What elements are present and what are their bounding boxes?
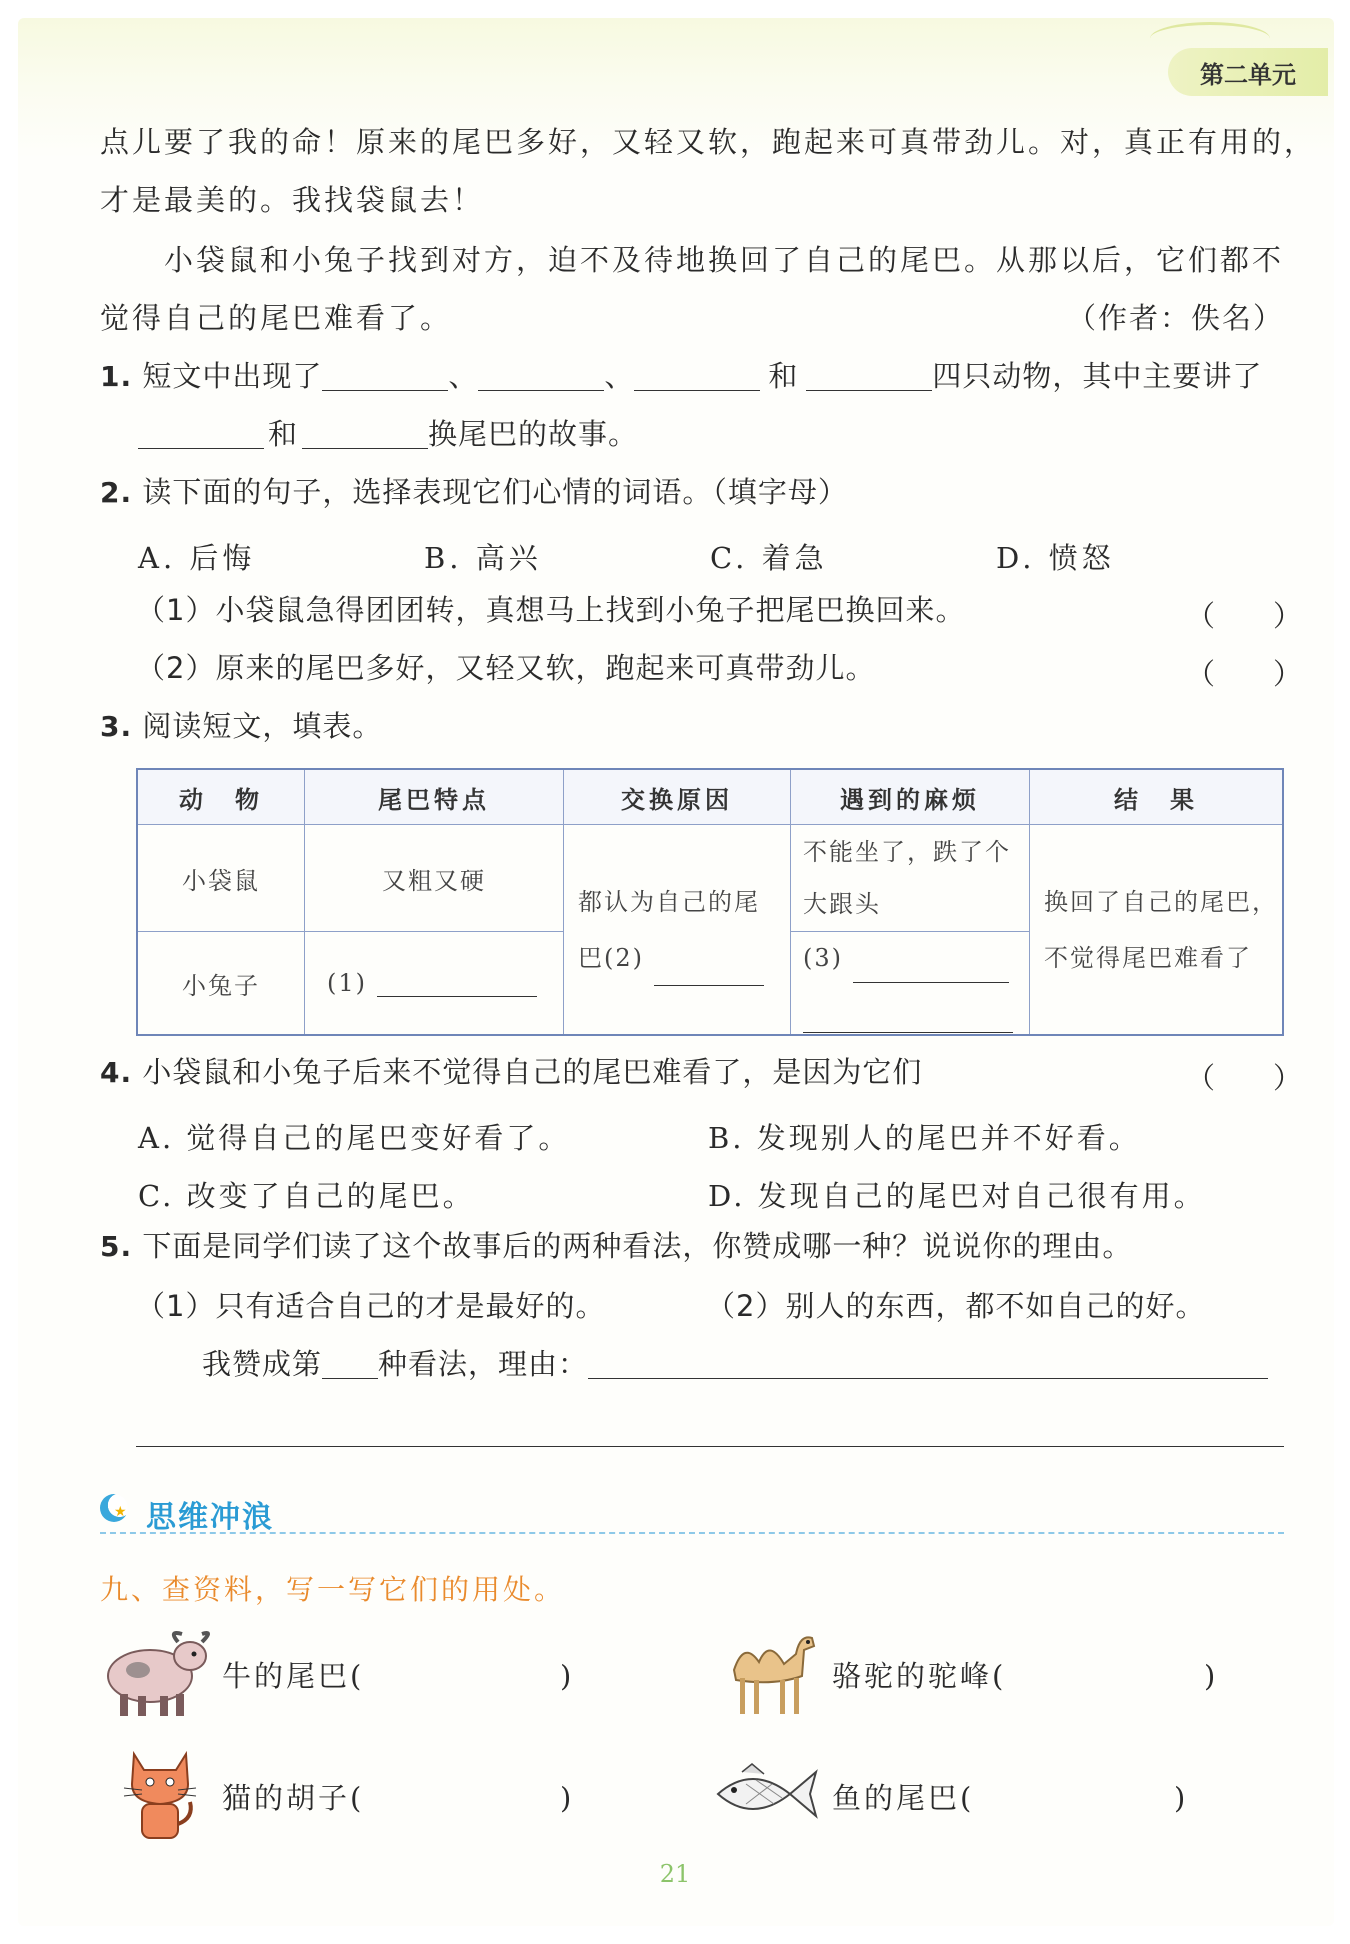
- trouble-line-1: 不能坐了，跌了个: [803, 838, 1011, 866]
- page-number: 21: [659, 1860, 691, 1888]
- q4-text: 小袋鼠和小兔子后来不觉得自己的尾巴难看了，是因为它们: [142, 1055, 923, 1089]
- cat-whisker-label: 猫的胡子(: [222, 1781, 365, 1815]
- q1-blank-3[interactable]: [634, 366, 760, 391]
- q2-answer-2[interactable]: （ ）: [1186, 657, 1303, 691]
- q2-answer-1[interactable]: （ ）: [1186, 599, 1303, 633]
- q5-reason-line-2[interactable]: [136, 1446, 1284, 1447]
- question-1: [100, 359, 1263, 393]
- table-cell-result: [1030, 825, 1284, 1036]
- section-header: [100, 1488, 1284, 1534]
- question-5: [100, 1229, 1133, 1263]
- q3-number: 3.: [100, 710, 133, 743]
- q3-text: 阅读短文，填表。: [142, 709, 383, 743]
- q1-blank-2[interactable]: [478, 366, 604, 391]
- q2-option-d: D. 愤怒: [996, 541, 1115, 575]
- q4-option-c: C. 改变了自己的尾巴。: [138, 1179, 475, 1213]
- trouble-blank-1[interactable]: [853, 964, 1009, 983]
- q1-and-1: 和: [768, 359, 799, 393]
- story-line-3: 小袋鼠和小兔子找到对方，迫不及待地换回了自己的尾巴。从那以后，它们都不: [164, 243, 1285, 277]
- trouble-line-2: 大跟头: [803, 890, 881, 918]
- q2-number: 2.: [100, 476, 133, 509]
- table-cell-trouble-2: [791, 932, 1030, 1036]
- question-1-line-2: [138, 417, 639, 451]
- result-line-2: 不觉得尾巴难看了: [1044, 943, 1252, 972]
- q2-sentence-2: （2）原来的尾巴多好，又轻又软，跑起来可真带劲儿。: [136, 651, 876, 685]
- story-line-2: 才是最美的。我找袋鼠去！: [100, 183, 485, 217]
- story-line-4: 觉得自己的尾巴难看了。: [100, 301, 453, 335]
- q2-sentence-1: （1）小袋鼠急得团团转，真想马上找到小兔子把尾巴换回来。: [136, 593, 966, 627]
- q5-view-1: （1）只有适合自己的才是最好的。: [136, 1289, 606, 1323]
- table-cell-animal-2: 小兔子: [137, 932, 305, 1036]
- story-author: （作者：佚名）: [1066, 301, 1284, 335]
- q4-option-a: A. 觉得自己的尾巴变好看了。: [138, 1121, 571, 1155]
- q1-number: 1.: [100, 360, 133, 393]
- fish-tail-close[interactable]: ): [1174, 1781, 1189, 1815]
- question-2: [100, 475, 848, 509]
- question-9-title: 九、查资料，写一写它们的用处。: [100, 1573, 566, 1606]
- q5-agree-a: 我赞成第: [202, 1347, 323, 1381]
- cat-icon: [120, 1744, 200, 1844]
- camel-hump-label: 骆驼的驼峰(: [832, 1659, 1007, 1693]
- table-cell-animal-1: 小袋鼠: [137, 825, 305, 932]
- q2-text: 读下面的句子，选择表现它们心情的词语。（填字母）: [142, 475, 848, 509]
- q2-option-c: C. 着急: [710, 541, 828, 575]
- q1-sep-1: 、: [448, 359, 479, 393]
- q1-text-a: 短文中出现了: [142, 359, 323, 393]
- table-header-result: 结 果: [1030, 769, 1284, 825]
- q2-option-a: A. 后悔: [138, 541, 256, 575]
- q5-choice-blank[interactable]: [322, 1354, 378, 1379]
- q5-text: 下面是同学们读了这个故事后的两种看法，你赞成哪一种？说说你的理由。: [142, 1229, 1133, 1263]
- q5-agree-b: 种看法，理由：: [378, 1347, 589, 1381]
- q1-blank-4[interactable]: [806, 366, 932, 391]
- q1-blank-1[interactable]: [322, 366, 448, 391]
- table-header-tail: 尾巴特点: [305, 769, 564, 825]
- cow-icon: [98, 1624, 216, 1720]
- unit-tag: 第二单元: [1168, 48, 1328, 96]
- table-header-row: [137, 769, 1283, 825]
- table-cell-reason: [564, 825, 791, 1036]
- reason-line-2: [578, 930, 789, 986]
- section-title: 思维冲浪: [146, 1500, 274, 1535]
- q5-agree-line: [202, 1347, 1268, 1381]
- q1-text-c: 换尾巴的故事。: [428, 417, 639, 451]
- camel-icon: [714, 1620, 824, 1720]
- camel-hump-close[interactable]: ): [1204, 1659, 1219, 1693]
- table-cell-tail-1: 又粗又硬: [305, 825, 564, 932]
- reason-blank-label: 巴(2): [578, 943, 644, 972]
- q4-option-b: B. 发现别人的尾巴并不好看。: [708, 1121, 1141, 1155]
- q5-number: 5.: [100, 1230, 133, 1263]
- fill-table: [136, 768, 1284, 1036]
- q1-blank-5[interactable]: [138, 424, 264, 449]
- tail-blank-label: (1): [327, 969, 367, 997]
- q1-sep-2: 、: [604, 359, 635, 393]
- fish-tail-label: 鱼的尾巴(: [832, 1781, 975, 1815]
- q4-option-d: D. 发现自己的尾巴对自己很有用。: [708, 1179, 1206, 1213]
- q4-answer[interactable]: （ ）: [1186, 1061, 1303, 1095]
- question-3: [100, 709, 383, 743]
- tail-blank[interactable]: [377, 978, 537, 997]
- cat-whisker-close[interactable]: ): [560, 1781, 575, 1815]
- table-cell-trouble-1: [791, 825, 1030, 932]
- q1-blank-6[interactable]: [302, 424, 428, 449]
- q4-number: 4.: [100, 1056, 133, 1089]
- trouble-blank-2[interactable]: [803, 1014, 1013, 1033]
- cow-tail-close[interactable]: ): [560, 1659, 575, 1693]
- cow-tail-label: 牛的尾巴(: [222, 1659, 365, 1693]
- q2-option-b: B. 高兴: [424, 541, 542, 575]
- table-cell-tail-2: [305, 932, 564, 1036]
- trouble-blank-label: (3): [803, 944, 843, 972]
- q5-view-2: （2）别人的东西，都不如自己的好。: [706, 1289, 1206, 1323]
- q5-reason-blank[interactable]: [588, 1354, 1268, 1379]
- question-4: [100, 1055, 923, 1089]
- fish-icon: [712, 1762, 822, 1826]
- story-line-1: 点儿要了我的命！原来的尾巴多好，又轻又软，跑起来可真带劲儿。对，真正有用的，: [100, 125, 1317, 159]
- table-row: [137, 825, 1283, 932]
- table-header-reason: 交换原因: [564, 769, 791, 825]
- q1-and-2: 和: [268, 417, 299, 451]
- table-header-animal: 动 物: [137, 769, 305, 825]
- table-header-trouble: 遇到的麻烦: [791, 769, 1030, 825]
- q1-text-b: 四只动物，其中主要讲了: [932, 359, 1263, 393]
- star-icon: ★: [114, 1504, 127, 1520]
- result-line-1: 换回了自己的尾巴，: [1044, 887, 1278, 916]
- reason-blank[interactable]: [654, 967, 764, 986]
- reason-line-1: 都认为自己的尾: [578, 887, 760, 916]
